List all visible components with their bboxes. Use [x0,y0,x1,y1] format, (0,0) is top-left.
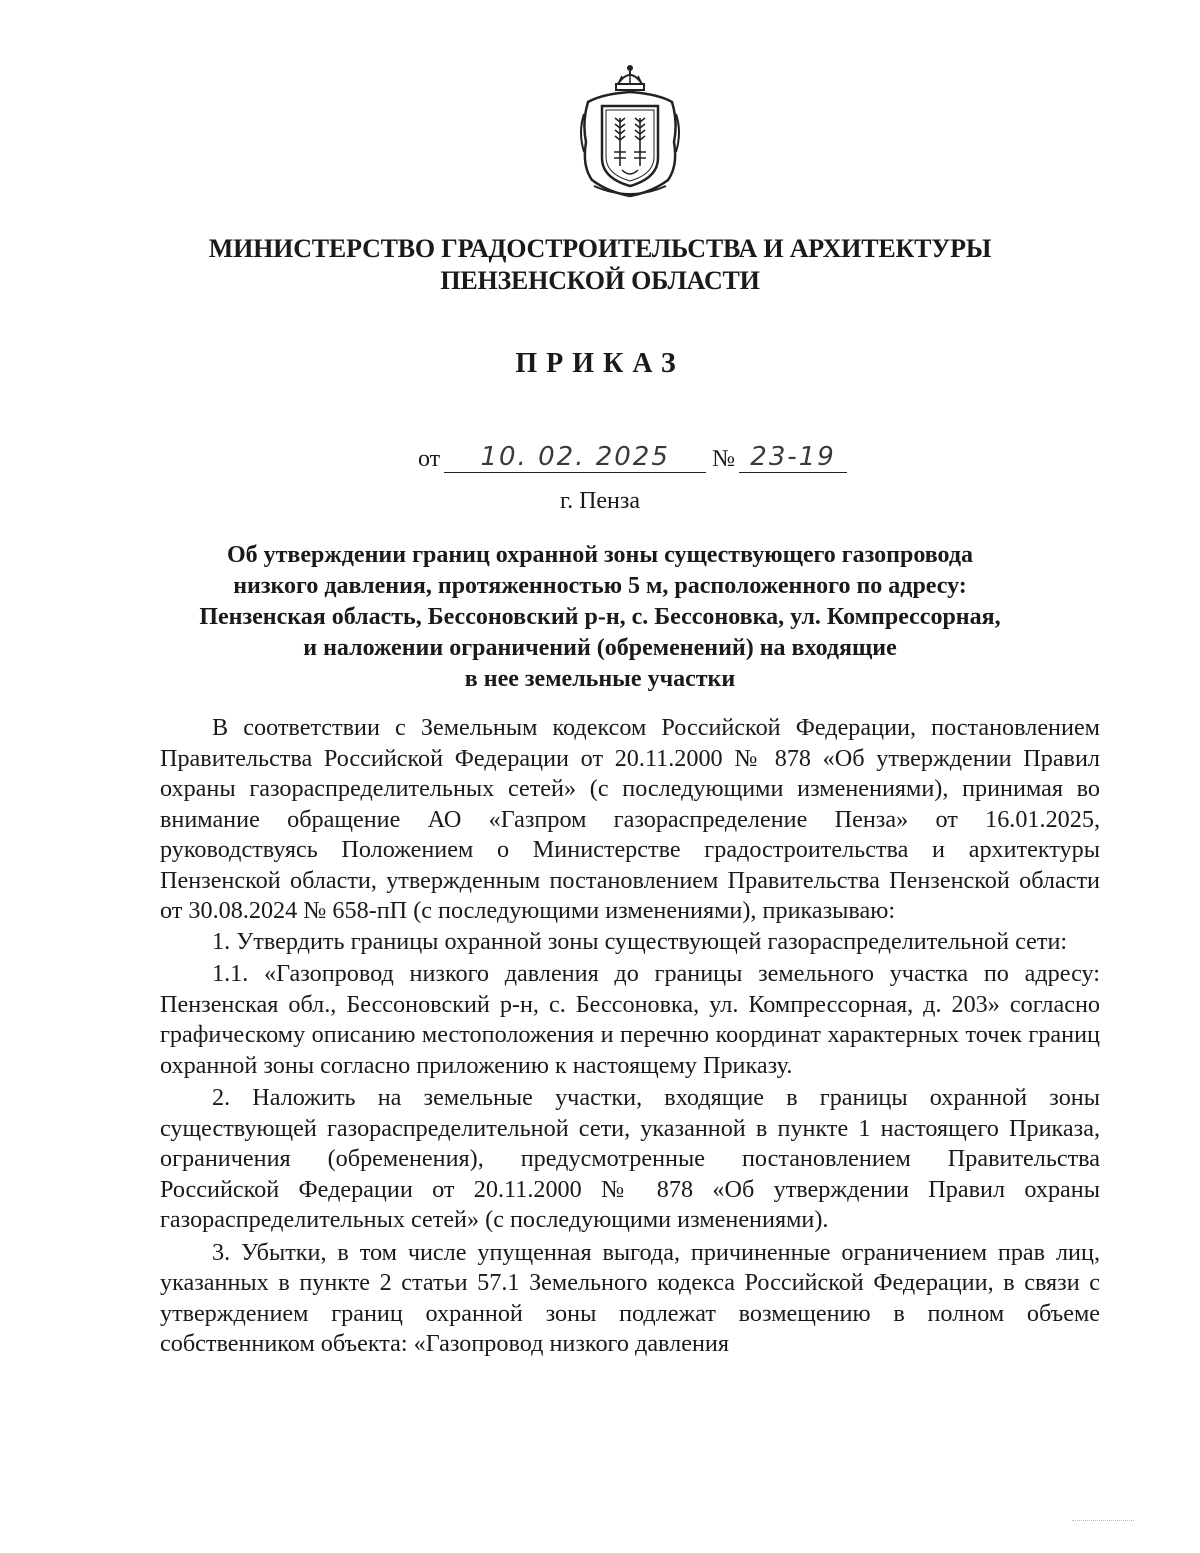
order-title [150,540,1050,695]
city-label: г. Пенза [559,488,641,514]
number-field: 23-19 [739,442,847,473]
title-line: Пензенская область, Бессоновский р-н, с. Бессоновка, ул. Компрессорная, [199,604,1001,630]
date-field: 10. 02. 2025 [444,442,706,473]
title-line: Об утверждении границ охранной зоны существующего газопровода [226,542,974,568]
date-prefix: от [418,446,441,472]
order-body [160,713,1100,1360]
preamble-paragraph: В соответствии с Земельным кодексом Российской Федерации, постановлением Правительства Российской Федерации от 20.11.2000 № 878 «Об утверждении Правил охраны газораспределительных сетей» (с последующими изменениями), принимая во внимание обращение АО «Газпром газораспределение Пенза» от 16.01.2025, руководствуясь Положением о Министерстве градостроительства и архитектуры Пензенской области, утвержденным постановлением Правительства Пензенской области от 30.08.2024 № 658-пП (с последующими изменениями), приказываю: [160,714,1100,924]
scan-artifact-divider [1072,1520,1134,1521]
title-line: и наложении ограничений (обременений) на входящие [303,635,897,661]
title-line: низкого давления, протяженностью 5 м, расположенного по адресу: [233,573,967,599]
clause-3-paragraph: 3. Убытки, в том числе упущенная выгода, причиненные ограничением прав лиц, указанных в пункте 2 статьи 57.1 Земельного кодекса Российской Федерации, в связи с утверждением границ охранной зоны подлежат возмещению в полном объеме собственником объекта: «Газопровод низкого давления [160,1238,1100,1357]
title-line: в нее земельные участки [464,666,736,692]
ministry-name-line-1: МИНИСТЕРСТВО ГРАДОСТРОИТЕЛЬСТВА И АРХИТЕКТУРЫ [208,234,992,263]
number-prefix: № [712,446,736,472]
ministry-name-line-2: ПЕНЗЕНСКОЙ ОБЛАСТИ [440,266,760,295]
clause-2-paragraph: 2. Наложить на земельные участки, входящие в границы охранной зоны существующей газораспределительной сети, указанной в пункте 1 настоящего Приказа, ограничения (обременения), предусмотренные постановлением Правительства Российской Федерации от 20.11.2000 № 878 «Об утверждении Правил охраны газораспределительных сетей» (с последующими изменениями). [160,1084,1100,1233]
clause-1-paragraph: 1. Утвердить границы охранной зоны существующей газораспределительной сети: [212,927,1068,955]
clause-1-1-paragraph: 1.1. «Газопровод низкого давления до границы земельного участка по адресу: Пензенская обл., Бессоновский р-н, с. Бессоновка, ул. Компрессорная, д. 203» согласно графическому описанию местоположения и перечню координат характерных точек границ охранной зоны согласно приложению к настоящему Приказу. [160,960,1100,1079]
document-type-heading: ПРИКАЗ [515,348,685,379]
penza-coat-of-arms-icon [578,62,682,198]
date-number-row [418,442,847,476]
